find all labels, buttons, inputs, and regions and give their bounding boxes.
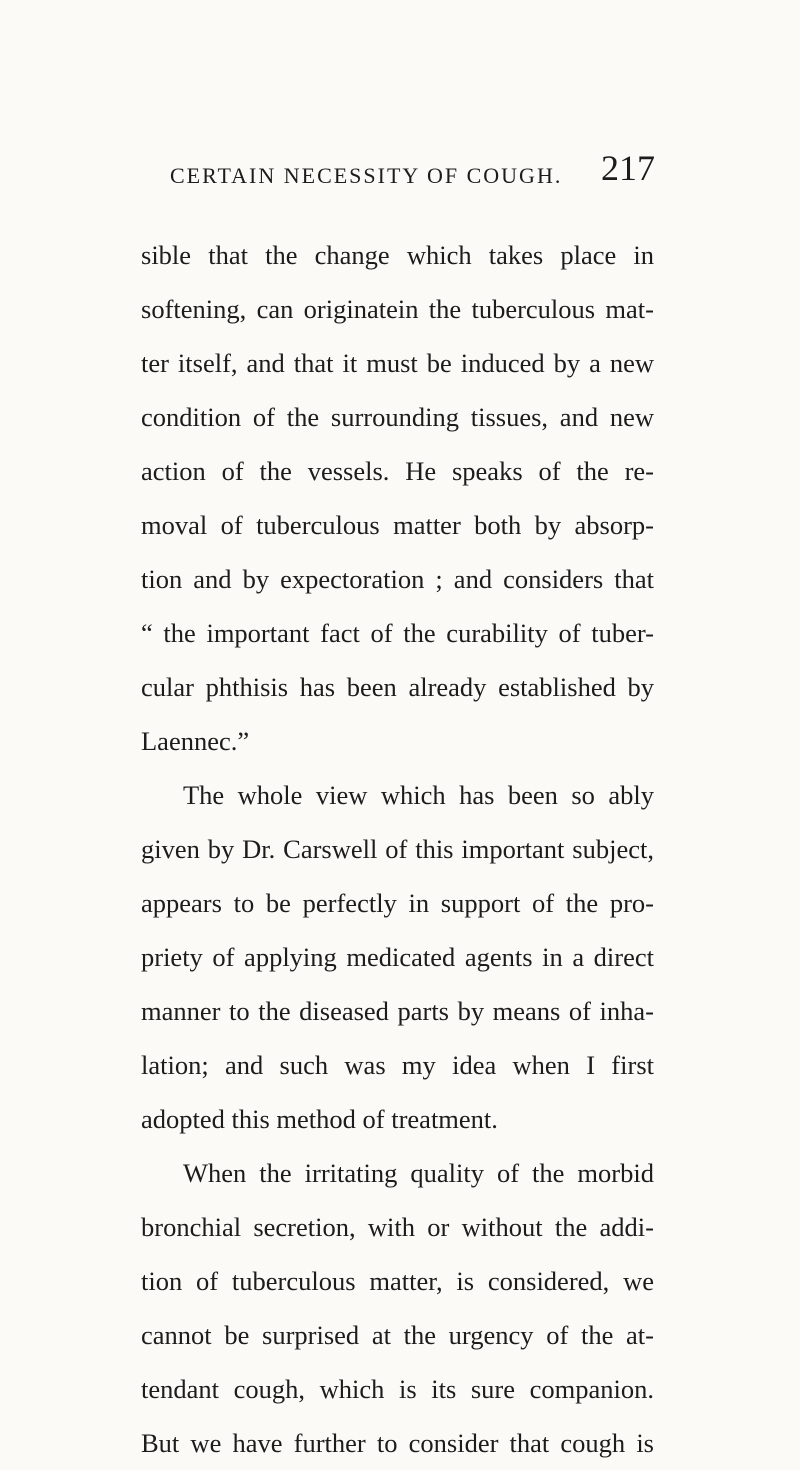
- text-line: When the irritating quality of the morbid: [183, 1158, 654, 1188]
- text-line: ter itself, and that it must be induced by a new: [141, 348, 654, 378]
- running-head: [170, 144, 655, 194]
- text-line: “ the important fact of the curability of tuber-: [141, 618, 654, 648]
- text-line: action of the vessels. He speaks of the re-: [141, 456, 654, 486]
- text-line: priety of applying medicated agents in a direct: [141, 942, 654, 972]
- text-line: tendant cough, which is its sure companion.: [141, 1374, 654, 1404]
- text-line: condition of the surrounding tissues, and new: [141, 402, 654, 432]
- text-line: given by Dr. Carswell of this important subject,: [141, 834, 654, 864]
- text-line: moval of tuberculous matter both by absorp-: [141, 510, 654, 540]
- text-line: cannot be surprised at the urgency of the at-: [141, 1320, 654, 1350]
- text-line: tion of tuberculous matter, is considered, we: [141, 1266, 654, 1296]
- text-line: adopted this method of treatment.: [141, 1104, 498, 1134]
- text-line: lation; and such was my idea when I first: [141, 1050, 654, 1080]
- text-line: sible that the change which takes place in: [141, 240, 654, 270]
- text-line: cular phthisis has been already established by: [141, 672, 654, 702]
- text-line: But we have further to consider that cough is: [141, 1428, 654, 1458]
- body-text: [141, 228, 654, 1470]
- text-line: manner to the diseased parts by means of inha-: [141, 996, 654, 1026]
- page-number: 217: [601, 148, 655, 188]
- text-line: Laennec.”: [141, 726, 250, 756]
- text-line: The whole view which has been so ably: [183, 780, 654, 810]
- text-line: appears to be perfectly in support of the pro-: [141, 888, 654, 918]
- text-line: bronchial secretion, with or without the addi-: [141, 1212, 654, 1242]
- text-line: tion and by expectoration ; and considers that: [141, 564, 654, 594]
- running-title: CERTAIN NECESSITY OF COUGH.: [170, 163, 563, 188]
- text-line: softening, can originatein the tuberculous mat-: [141, 294, 654, 324]
